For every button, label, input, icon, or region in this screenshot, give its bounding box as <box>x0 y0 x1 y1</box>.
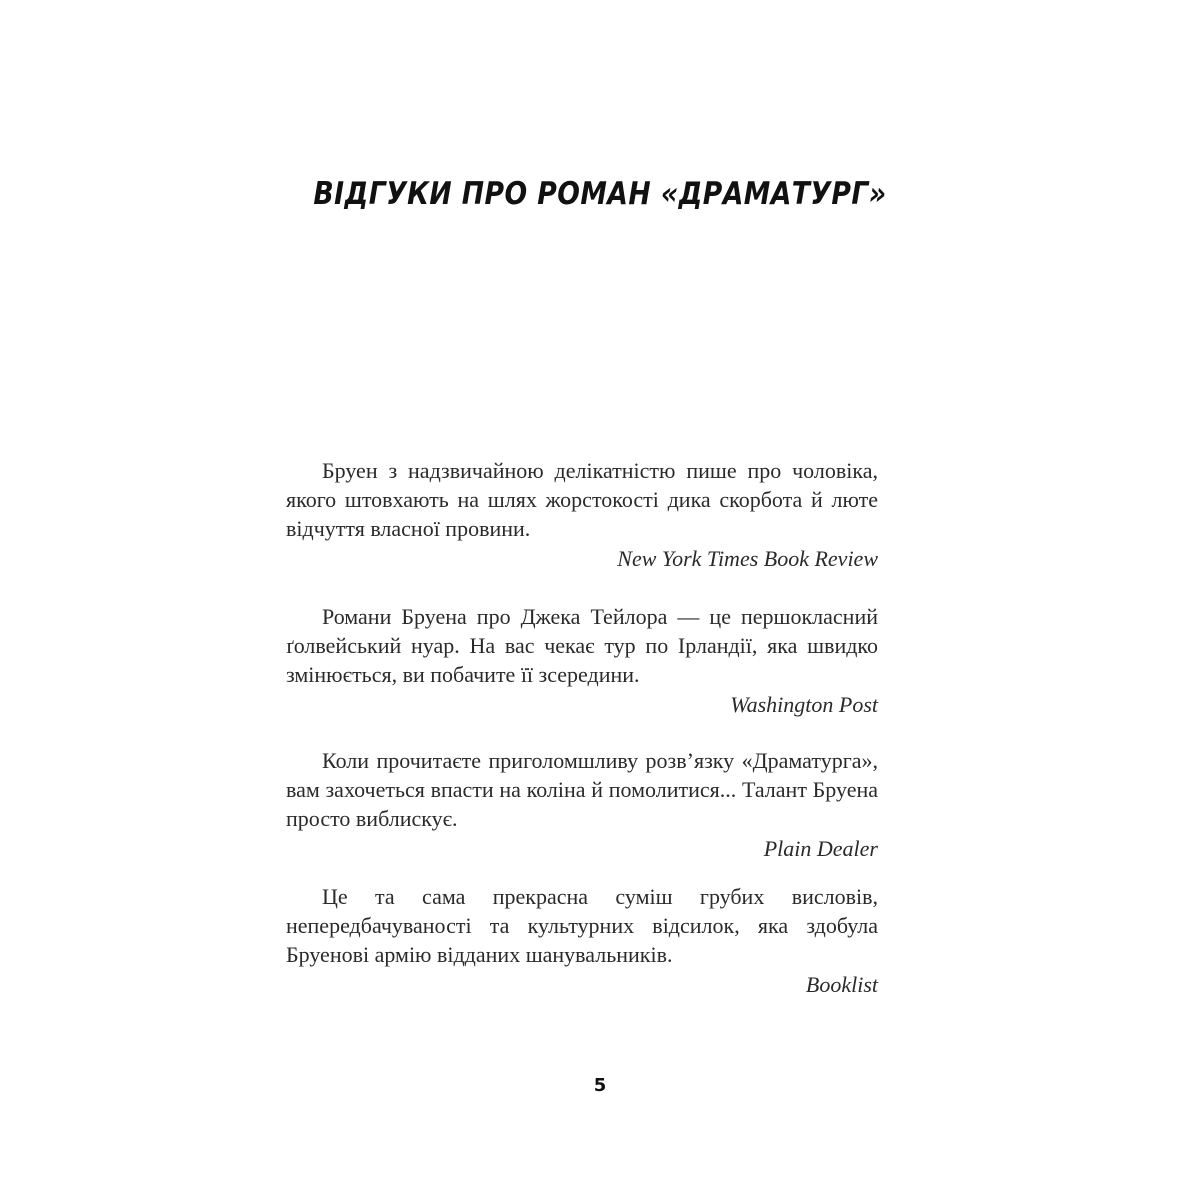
review-source: Booklist <box>805 972 878 997</box>
review-text: Бруен з надзвичайною делікатністю пише про чоловіка, якого штовхають на шлях жорстокості дика скорбота й люте відчуття власної провини. <box>286 458 878 541</box>
page-number: 5 <box>593 1075 607 1096</box>
review-block <box>286 456 878 573</box>
review-text: Романи Бруена про Джека Тейлора — це першокласний ґолвейський нуар. На вас чекає тур по Ірландії, яка швидко змінюється, ви побачите її зсередини. <box>286 604 878 687</box>
page-title: ВІДГУКИ ПРО РОМАН «ДРАМАТУРГ» <box>313 176 887 212</box>
review-block <box>286 746 878 863</box>
review-source: Washington Post <box>730 692 878 717</box>
review-text: Це та сама прекрасна суміш грубих висловів, непередбачуваності та культурних відсилок, яка здобула Бруенові армію відданих шанувальників. <box>286 884 878 967</box>
review-source: Plain Dealer <box>763 836 878 861</box>
review-source: New York Times Book Review <box>617 546 878 571</box>
review-block <box>286 882 878 999</box>
review-text: Коли прочитаєте приголомшливу розв’язку «Драматурга», вам захочеться впасти на коліна й помолитися... Талант Бруена просто виблискує. <box>286 748 878 831</box>
review-block <box>286 602 878 719</box>
